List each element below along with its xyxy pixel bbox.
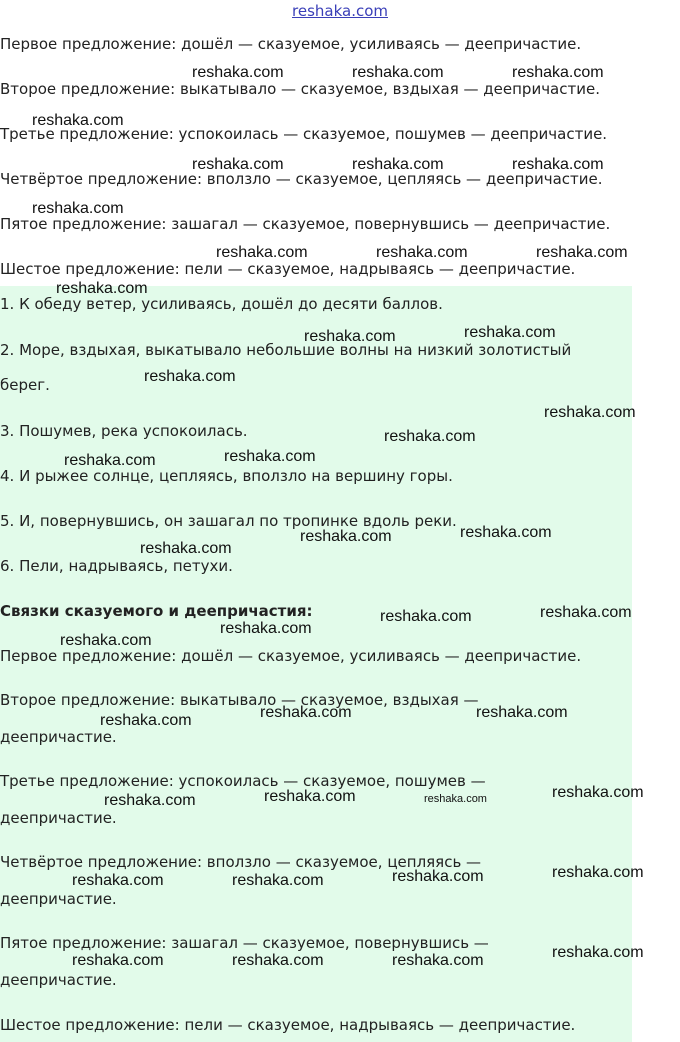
watermark: reshaka.com [352, 64, 444, 81]
sentence-6: 6. Пели, надрываясь, петухи. [0, 557, 233, 575]
watermark: reshaka.com [392, 952, 484, 969]
top-line-1: Первое предложение: дошёл — сказуемое, усиливаясь — деепричастие. [0, 35, 582, 53]
watermark: reshaka.com [536, 244, 628, 261]
watermark: reshaka.com [476, 704, 568, 721]
watermark: reshaka.com [552, 864, 644, 881]
top-line-4: Четвёртое предложение: вползло — сказуемое, цепляясь — деепричастие. [0, 170, 603, 188]
watermark: reshaka.com [224, 448, 316, 465]
watermark: reshaka.com [192, 64, 284, 81]
sentence-1: 1. К обеду ветер, усиливаясь, дошёл до десяти баллов. [0, 295, 443, 313]
links-heading: Связки сказуемого и деепричастия: [0, 602, 313, 620]
link-line-4: Четвёртое предложение: вползло — сказуемое, цепляясь — [0, 853, 482, 871]
watermark: reshaka.com [64, 452, 156, 469]
watermark: reshaka.com [352, 156, 444, 173]
link-line-3-cont: деепричастие. [0, 809, 117, 827]
watermark: reshaka.com [220, 620, 312, 637]
watermark: reshaka.com [104, 792, 196, 809]
watermark: reshaka.com [392, 868, 484, 885]
watermark: reshaka.com [540, 604, 632, 621]
watermark: reshaka.com [512, 156, 604, 173]
watermark: reshaka.com [464, 324, 556, 341]
watermark: reshaka.com [32, 112, 124, 129]
link-line-2: Второе предложение: выкатывало — сказуемое, вздыхая — [0, 691, 479, 709]
watermark: reshaka.com [384, 428, 476, 445]
link-line-1: Первое предложение: дошёл — сказуемое, усиливаясь — деепричастие. [0, 647, 582, 665]
top-line-2: Второе предложение: выкатывало — сказуемое, вздыхая — деепричастие. [0, 80, 600, 98]
sentence-2: 2. Море, вздыхая, выкатывало небольшие волны на низкий золотистый [0, 341, 572, 359]
watermark: reshaka.com [100, 712, 192, 729]
watermark: reshaka.com [60, 632, 152, 649]
watermark: reshaka.com [72, 872, 164, 889]
watermark: reshaka.com [424, 793, 487, 805]
sentence-2-cont: берег. [0, 376, 50, 394]
sentence-3: 3. Пошумев, река успокоилась. [0, 422, 248, 440]
sentence-4: 4. И рыжее солнце, цепляясь, вползло на вершину горы. [0, 467, 453, 485]
link-line-5: Пятое предложение: зашагал — сказуемое, повернувшись — [0, 934, 489, 952]
watermark: reshaka.com [260, 704, 352, 721]
watermark: reshaka.com [232, 952, 324, 969]
watermark: reshaka.com [376, 244, 468, 261]
site-link[interactable]: reshaka.com [292, 2, 388, 20]
watermark: reshaka.com [192, 156, 284, 173]
sentence-5: 5. И, повернувшись, он зашагал по тропинке вдоль реки. [0, 512, 457, 530]
link-line-4-cont: деепричастие. [0, 890, 117, 908]
watermark: reshaka.com [232, 872, 324, 889]
watermark: reshaka.com [460, 524, 552, 541]
watermark: reshaka.com [56, 280, 148, 297]
watermark: reshaka.com [216, 244, 308, 261]
watermark: reshaka.com [300, 528, 392, 545]
watermark: reshaka.com [552, 784, 644, 801]
top-line-5: Пятое предложение: зашагал — сказуемое, повернувшись — деепричастие. [0, 215, 611, 233]
watermark: reshaka.com [512, 64, 604, 81]
top-line-3: Третье предложение: успокоилась — сказуемое, пошумев — деепричастие. [0, 125, 608, 143]
link-line-2-cont: деепричастие. [0, 728, 117, 746]
watermark: reshaka.com [544, 404, 636, 421]
watermark: reshaka.com [304, 328, 396, 345]
link-line-6: Шестое предложение: пели — сказуемое, надрываясь — деепричастие. [0, 1016, 576, 1034]
watermark: reshaka.com [140, 540, 232, 557]
watermark: reshaka.com [264, 788, 356, 805]
link-line-5-cont: деепричастие. [0, 971, 117, 989]
watermark: reshaka.com [32, 200, 124, 217]
link-line-3: Третье предложение: успокоилась — сказуемое, пошумев — [0, 772, 486, 790]
top-line-6: Шестое предложение: пели — сказуемое, надрываясь — деепричастие. [0, 260, 576, 278]
watermark: reshaka.com [72, 952, 164, 969]
watermark: reshaka.com [380, 608, 472, 625]
watermark: reshaka.com [144, 368, 236, 385]
watermark: reshaka.com [552, 944, 644, 961]
